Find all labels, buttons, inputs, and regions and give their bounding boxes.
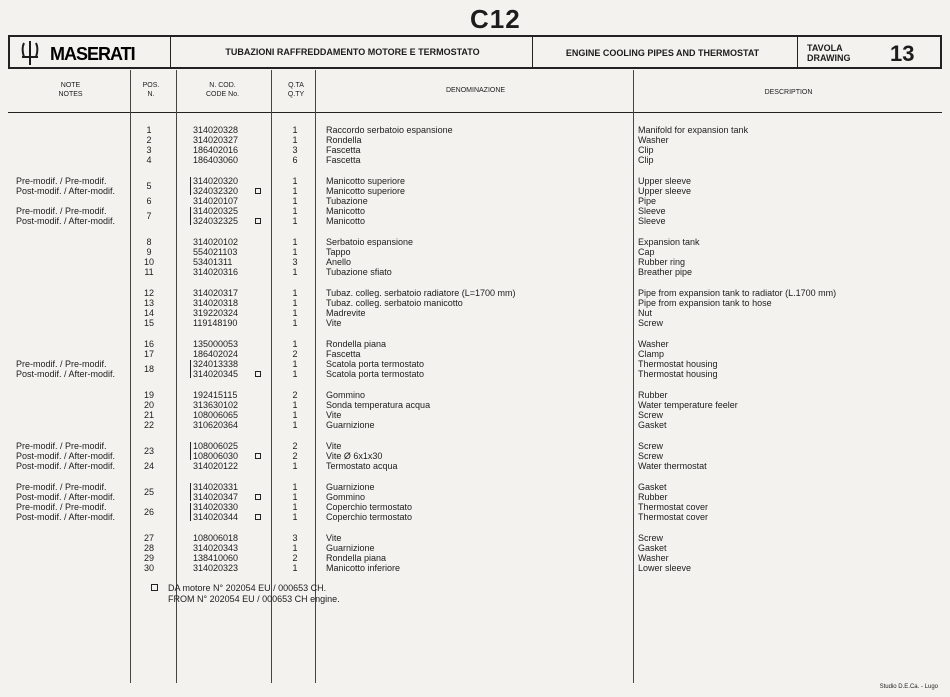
row-code: 314020316 bbox=[193, 267, 239, 277]
row-denominazione: Manicotto superiore bbox=[326, 186, 406, 196]
row-pos: 26 bbox=[143, 507, 154, 517]
row-pos: 7 bbox=[146, 211, 152, 221]
row-note: Pre-modif. / Pre-modif. bbox=[16, 206, 107, 216]
row-note: Post-modif. / After-modif. bbox=[16, 186, 116, 196]
row-denominazione: Vite bbox=[326, 410, 342, 420]
row-pos: 16 bbox=[143, 339, 154, 349]
row-description: Thermostat housing bbox=[638, 369, 718, 379]
row-pos: 30 bbox=[143, 563, 154, 573]
maserati-logo bbox=[16, 39, 171, 67]
row-denominazione: Rondella piana bbox=[326, 339, 387, 349]
table-row bbox=[0, 298, 950, 308]
row-pos: 24 bbox=[143, 461, 154, 471]
row-pos: 10 bbox=[143, 257, 154, 267]
row-note: Pre-modif. / Pre-modif. bbox=[16, 441, 107, 451]
row-pos: 4 bbox=[146, 155, 152, 165]
row-description: Thermostat housing bbox=[638, 359, 718, 369]
table-row bbox=[0, 135, 950, 145]
studio-credit: Studio D.E.Ca. - Lugo bbox=[879, 684, 938, 690]
row-qty: 1 bbox=[292, 512, 298, 522]
brand-wordmark: MASERATI bbox=[50, 44, 135, 64]
row-denominazione: Anello bbox=[326, 257, 352, 267]
row-denominazione: Coperchio termostato bbox=[326, 502, 413, 512]
row-description: Nut bbox=[638, 308, 653, 318]
row-pos: 1 bbox=[146, 125, 152, 135]
row-denominazione: Tappo bbox=[326, 247, 351, 257]
row-denominazione: Guarnizione bbox=[326, 482, 375, 492]
row-code: 324032325 bbox=[193, 216, 239, 226]
row-denominazione: Guarnizione bbox=[326, 420, 375, 430]
row-denominazione: Scatola porta termostato bbox=[326, 369, 425, 379]
table-row bbox=[0, 145, 950, 155]
row-pos: 3 bbox=[146, 145, 152, 155]
row-note: Post-modif. / After-modif. bbox=[16, 461, 116, 471]
row-denominazione: Fascetta bbox=[326, 155, 361, 165]
row-denominazione: Vite Ø 6x1x30 bbox=[326, 451, 383, 461]
table-row bbox=[0, 461, 950, 471]
row-description: Rubber bbox=[638, 390, 668, 400]
modification-square-icon bbox=[255, 188, 261, 194]
row-qty: 1 bbox=[292, 125, 298, 135]
row-note: Post-modif. / After-modif. bbox=[16, 216, 116, 226]
row-code: 314020325 bbox=[193, 206, 239, 216]
row-code: 314020102 bbox=[193, 237, 239, 247]
row-pos: 5 bbox=[146, 181, 152, 191]
row-qty: 1 bbox=[292, 196, 298, 206]
row-description: Washer bbox=[638, 339, 669, 349]
modification-square-icon bbox=[255, 453, 261, 459]
row-qty: 1 bbox=[292, 420, 298, 430]
row-code: 119148190 bbox=[193, 318, 238, 328]
row-code: 186403060 bbox=[193, 155, 239, 165]
row-qty: 1 bbox=[292, 135, 298, 145]
row-qty: 1 bbox=[292, 369, 298, 379]
row-description: Water temperature feeler bbox=[638, 400, 738, 410]
modification-square-icon bbox=[255, 494, 261, 500]
row-denominazione: Guarnizione bbox=[326, 543, 375, 553]
row-denominazione: Rondella piana bbox=[326, 553, 387, 563]
table-row bbox=[0, 420, 950, 430]
row-code: 324032320 bbox=[193, 186, 239, 196]
row-code: 314020323 bbox=[193, 563, 239, 573]
row-description: Lower sleeve bbox=[638, 563, 692, 573]
row-code: 314020331 bbox=[193, 482, 239, 492]
row-note: Post-modif. / After-modif. bbox=[16, 512, 116, 522]
row-qty: 1 bbox=[292, 543, 298, 553]
row-pos: 23 bbox=[143, 446, 154, 456]
table-row bbox=[0, 257, 950, 267]
tavola-label: TAVOLA DRAWING bbox=[807, 43, 851, 63]
row-qty: 2 bbox=[292, 441, 298, 451]
table-row bbox=[0, 308, 950, 318]
row-code: 314020344 bbox=[193, 512, 239, 522]
table-row bbox=[0, 247, 950, 257]
row-pos: 21 bbox=[143, 410, 154, 420]
row-note: Post-modif. / After-modif. bbox=[16, 451, 116, 461]
table-row bbox=[0, 543, 950, 553]
row-denominazione: Serbatoio espansione bbox=[326, 237, 414, 247]
row-description: Manifold for expansion tank bbox=[638, 125, 749, 135]
row-description: Washer bbox=[638, 553, 669, 563]
table-row bbox=[0, 288, 950, 298]
variant-bracket bbox=[190, 207, 191, 225]
footnote-english: FROM N° 202054 EU / 000653 CH engine. bbox=[168, 594, 340, 604]
row-pos: 11 bbox=[144, 267, 154, 277]
table-row bbox=[0, 196, 950, 206]
row-denominazione: Tubaz. colleg. serbatoio manicotto bbox=[326, 298, 463, 308]
row-note: Post-modif. / After-modif. bbox=[16, 369, 116, 379]
page-title: C12 bbox=[470, 4, 521, 34]
row-qty: 1 bbox=[292, 339, 298, 349]
row-description: Gasket bbox=[638, 543, 667, 553]
row-pos: 20 bbox=[143, 400, 154, 410]
row-code: 314020327 bbox=[193, 135, 239, 145]
row-denominazione: Gommino bbox=[326, 390, 366, 400]
row-code: 319220324 bbox=[193, 308, 239, 318]
row-qty: 1 bbox=[292, 237, 298, 247]
row-code: 314020343 bbox=[193, 543, 239, 553]
col-denominazione: DENOMINAZIONE bbox=[445, 87, 506, 94]
row-qty: 3 bbox=[292, 257, 298, 267]
row-qty: 1 bbox=[292, 216, 298, 226]
table-row bbox=[0, 553, 950, 563]
row-description: Clamp bbox=[638, 349, 665, 359]
row-note: Pre-modif. / Pre-modif. bbox=[16, 176, 107, 186]
row-code: 314020347 bbox=[193, 492, 239, 502]
row-pos: 14 bbox=[143, 308, 154, 318]
table-row bbox=[0, 410, 950, 420]
row-description: Breather pipe bbox=[638, 267, 693, 277]
col-pos: POS. N. bbox=[142, 82, 160, 98]
row-code: 314020330 bbox=[193, 502, 239, 512]
drawing-number: 13 bbox=[890, 41, 915, 66]
row-pos: 18 bbox=[143, 364, 154, 374]
row-qty: 1 bbox=[292, 186, 298, 196]
variant-bracket bbox=[190, 483, 191, 501]
row-qty: 1 bbox=[292, 563, 298, 573]
row-description: Expansion tank bbox=[638, 237, 700, 247]
col-description: DESCRIPTION bbox=[764, 89, 813, 96]
row-code: 108006018 bbox=[193, 533, 239, 543]
header-title-italian: TUBAZIONI RAFFREDDAMENTO MOTORE E TERMOSTATO bbox=[225, 47, 480, 57]
variant-bracket bbox=[190, 442, 191, 460]
row-code: 108006025 bbox=[193, 441, 239, 451]
row-denominazione: Manicotto bbox=[326, 216, 366, 226]
row-description: Rubber ring bbox=[638, 257, 686, 267]
row-code: 554021103 bbox=[193, 247, 238, 257]
row-pos: 12 bbox=[143, 288, 154, 298]
row-denominazione: Manicotto bbox=[326, 206, 366, 216]
table-row bbox=[0, 318, 950, 328]
row-denominazione: Manicotto inferiore bbox=[326, 563, 401, 573]
row-note: Post-modif. / After-modif. bbox=[16, 492, 116, 502]
row-qty: 3 bbox=[292, 145, 298, 155]
row-denominazione: Tubaz. colleg. serbatoio radiatore (L=1700 mm) bbox=[326, 288, 516, 298]
row-qty: 2 bbox=[292, 553, 298, 563]
row-pos: 17 bbox=[143, 349, 154, 359]
row-pos: 6 bbox=[146, 196, 152, 206]
row-description: Sleeve bbox=[638, 216, 666, 226]
col-qty: Q.TA Q.TY bbox=[287, 82, 305, 98]
row-qty: 1 bbox=[292, 247, 298, 257]
row-description: Pipe from expansion tank to radiator (L.1700 mm) bbox=[638, 288, 837, 298]
row-pos: 13 bbox=[143, 298, 154, 308]
row-denominazione: Fascetta bbox=[326, 145, 361, 155]
row-code: 135000053 bbox=[193, 339, 239, 349]
trident-icon bbox=[22, 41, 38, 65]
row-pos: 15 bbox=[143, 318, 154, 328]
row-code: 314020320 bbox=[193, 176, 239, 186]
row-denominazione: Vite bbox=[326, 441, 342, 451]
row-denominazione: Manicotto superiore bbox=[326, 176, 406, 186]
row-description: Screw bbox=[638, 451, 664, 461]
row-code: 314020328 bbox=[193, 125, 239, 135]
row-qty: 1 bbox=[292, 482, 298, 492]
row-description: Rubber bbox=[638, 492, 668, 502]
variant-bracket bbox=[190, 177, 191, 195]
row-code: 314020318 bbox=[193, 298, 239, 308]
row-code: 314020345 bbox=[193, 369, 239, 379]
row-qty: 2 bbox=[292, 390, 298, 400]
row-qty: 2 bbox=[292, 349, 298, 359]
row-pos: 9 bbox=[146, 247, 152, 257]
row-qty: 1 bbox=[292, 318, 298, 328]
row-note: Pre-modif. / Pre-modif. bbox=[16, 502, 107, 512]
row-pos: 22 bbox=[143, 420, 154, 430]
col-code: N. COD. CODE No. bbox=[205, 82, 240, 98]
row-description: Screw bbox=[638, 318, 664, 328]
modification-square-icon bbox=[255, 218, 261, 224]
row-denominazione: Madrevite bbox=[326, 308, 366, 318]
row-description: Pipe from expansion tank to hose bbox=[638, 298, 772, 308]
table-row bbox=[0, 533, 950, 543]
row-code: 192415115 bbox=[193, 390, 238, 400]
row-denominazione: Fascetta bbox=[326, 349, 361, 359]
row-pos: 28 bbox=[143, 543, 154, 553]
table-row bbox=[0, 390, 950, 400]
row-qty: 1 bbox=[292, 176, 298, 186]
row-description: Sleeve bbox=[638, 206, 666, 216]
variant-bracket bbox=[190, 360, 191, 378]
row-qty: 1 bbox=[292, 267, 298, 277]
row-description: Clip bbox=[638, 145, 654, 155]
row-pos: 29 bbox=[143, 553, 154, 563]
table-row bbox=[0, 237, 950, 247]
row-description: Gasket bbox=[638, 420, 667, 430]
row-pos: 19 bbox=[143, 390, 154, 400]
row-qty: 1 bbox=[292, 308, 298, 318]
row-code: 314020122 bbox=[193, 461, 239, 471]
row-pos: 25 bbox=[143, 487, 154, 497]
footnote-square-icon bbox=[151, 584, 158, 591]
row-description: Clip bbox=[638, 155, 654, 165]
row-denominazione: Termostato acqua bbox=[326, 461, 398, 471]
header-title-english: ENGINE COOLING PIPES AND THERMOSTAT bbox=[565, 48, 760, 58]
row-description: Gasket bbox=[638, 482, 667, 492]
table-row bbox=[0, 267, 950, 277]
row-code: 186402016 bbox=[193, 145, 239, 155]
row-denominazione: Tubazione sfiato bbox=[326, 267, 392, 277]
row-code: 53401311 bbox=[193, 257, 233, 267]
row-code: 313630102 bbox=[193, 400, 239, 410]
row-denominazione: Rondella bbox=[326, 135, 362, 145]
row-qty: 1 bbox=[292, 502, 298, 512]
column-header bbox=[8, 70, 942, 113]
table-row bbox=[0, 349, 950, 359]
row-code: 314020317 bbox=[193, 288, 239, 298]
row-qty: 2 bbox=[292, 451, 298, 461]
row-code: 314020107 bbox=[193, 196, 239, 206]
row-qty: 1 bbox=[292, 288, 298, 298]
table-row bbox=[0, 155, 950, 165]
row-denominazione: Scatola porta termostato bbox=[326, 359, 425, 369]
row-denominazione: Raccordo serbatoio espansione bbox=[326, 125, 453, 135]
row-qty: 6 bbox=[292, 155, 298, 165]
row-description: Screw bbox=[638, 533, 664, 543]
row-qty: 1 bbox=[292, 492, 298, 502]
row-denominazione: Coperchio termostato bbox=[326, 512, 413, 522]
row-description: Thermostat cover bbox=[638, 502, 709, 512]
row-denominazione: Sonda temperatura acqua bbox=[326, 400, 431, 410]
row-description: Thermostat cover bbox=[638, 512, 709, 522]
row-qty: 1 bbox=[292, 400, 298, 410]
row-description: Screw bbox=[638, 441, 664, 451]
row-note: Pre-modif. / Pre-modif. bbox=[16, 482, 107, 492]
row-qty: 1 bbox=[292, 298, 298, 308]
row-code: 108006030 bbox=[193, 451, 239, 461]
row-description: Cap bbox=[638, 247, 655, 257]
row-pos: 8 bbox=[146, 237, 152, 247]
table-row bbox=[0, 125, 950, 135]
row-denominazione: Vite bbox=[326, 318, 342, 328]
footnote-italian: DA motore N° 202054 EU / 000653 CH. bbox=[168, 583, 327, 593]
table-row bbox=[0, 339, 950, 349]
table-row bbox=[0, 400, 950, 410]
row-code: 108006065 bbox=[193, 410, 239, 420]
row-qty: 1 bbox=[292, 410, 298, 420]
row-denominazione: Gommino bbox=[326, 492, 366, 502]
row-denominazione: Tubazione bbox=[326, 196, 368, 206]
variant-bracket bbox=[190, 503, 191, 521]
row-description: Screw bbox=[638, 410, 664, 420]
row-description: Upper sleeve bbox=[638, 176, 692, 186]
header-box bbox=[8, 35, 942, 69]
row-code: 310620364 bbox=[193, 420, 239, 430]
row-denominazione: Vite bbox=[326, 533, 342, 543]
row-qty: 3 bbox=[292, 533, 298, 543]
row-qty: 1 bbox=[292, 359, 298, 369]
row-pos: 27 bbox=[143, 533, 154, 543]
row-description: Pipe bbox=[638, 196, 657, 206]
row-qty: 1 bbox=[292, 461, 298, 471]
modification-square-icon bbox=[255, 371, 261, 377]
row-description: Washer bbox=[638, 135, 669, 145]
row-code: 138410060 bbox=[193, 553, 239, 563]
row-code: 324013338 bbox=[193, 359, 239, 369]
row-description: Water thermostat bbox=[638, 461, 707, 471]
row-note: Pre-modif. / Pre-modif. bbox=[16, 359, 107, 369]
row-pos: 2 bbox=[146, 135, 152, 145]
table-row bbox=[0, 563, 950, 573]
modification-square-icon bbox=[255, 514, 261, 520]
row-code: 186402024 bbox=[193, 349, 239, 359]
row-description: Upper sleeve bbox=[638, 186, 692, 196]
col-notes: NOTE NOTES bbox=[58, 82, 83, 98]
row-qty: 1 bbox=[292, 206, 298, 216]
